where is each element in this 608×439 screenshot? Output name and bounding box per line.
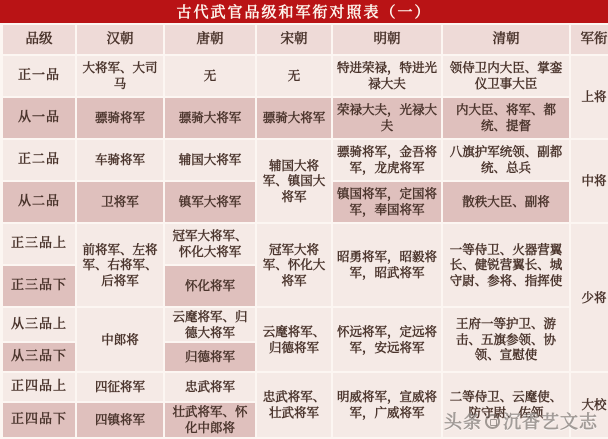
cell-han: 四征将军: [77, 373, 163, 401]
cell-junxian: 中将: [571, 140, 608, 222]
cell-ming: 骠骑将军，金吾将军，龙虎将军: [333, 140, 441, 180]
cell-ming: 镇国将军，定国将军，奉国将军: [333, 182, 441, 222]
cell-qing: 王府一等护卫、游击、五旗参领、协领、宣慰使: [443, 308, 569, 371]
cell-han: 卫将军: [77, 182, 163, 222]
cell-tang: 归德将军: [165, 343, 255, 371]
cell-tang: 怀化将军: [165, 266, 255, 306]
cell-song: 无: [257, 56, 331, 96]
rank-comparison-table: [1, 23, 608, 439]
col-header-tang: 唐朝: [165, 25, 255, 54]
cell-rank: 从三品上: [3, 308, 75, 341]
cell-song: 忠武将军、壮武将军: [257, 373, 331, 436]
table-row: [3, 140, 608, 180]
watermark-account: 沉香艺文志: [503, 412, 598, 433]
cell-ming: 明威将军，宣威将军，广威将军: [333, 373, 441, 436]
cell-junxian: 大校: [571, 373, 608, 436]
table-row: [3, 373, 608, 401]
cell-qing: 一等侍卫、火器营翼长、健锐营翼长、城守尉、参将、指挥使: [443, 224, 569, 306]
cell-rank: 正一品: [3, 56, 75, 96]
cell-tang: 云麾将军、归德大将军: [165, 308, 255, 341]
cell-rank: 正三品上: [3, 224, 75, 264]
cell-song: 辅国大将军、镇国大将军: [257, 140, 331, 222]
col-header-qing: 清朝: [443, 25, 569, 54]
table-row: [3, 308, 608, 341]
page-title: 古代武官品级和军衔对照表（一）: [176, 3, 432, 21]
cell-tang: 壮武将军、怀化中郎将: [165, 403, 255, 436]
cell-tang: 无: [165, 56, 255, 96]
cell-rank: 正四品上: [3, 373, 75, 401]
cell-ming: 特进荣禄，特进光禄大夫: [333, 56, 441, 96]
cell-qing: 散秩大臣、副将: [443, 182, 569, 222]
cell-rank: 从三品下: [3, 343, 75, 371]
cell-qing: 八旗护军统领、副都统、总兵: [443, 140, 569, 180]
title-bar: [0, 0, 608, 23]
cell-qing: 内大臣、将军、都统、提督: [443, 98, 569, 138]
table-row: [3, 224, 608, 264]
cell-qing: 领侍卫内大臣、掌銮仪卫事大臣: [443, 56, 569, 96]
table-row: [3, 56, 608, 96]
cell-tang: 骠骑大将军: [165, 98, 255, 138]
watermark-platform: 头条: [444, 412, 482, 433]
cell-junxian: 上将: [571, 56, 608, 138]
cell-song: 冠军大将军、怀化大将军: [257, 224, 331, 306]
cell-rank: 正二品: [3, 140, 75, 180]
col-header-junxian: 军衔: [571, 25, 608, 54]
col-header-han: 汉朝: [77, 25, 163, 54]
col-header-rank: 品级: [3, 25, 75, 54]
cell-ming: 怀远将军，定远将军，安远将军: [333, 308, 441, 371]
cell-han: 四镇将军: [77, 403, 163, 436]
cell-han: 车骑将军: [77, 140, 163, 180]
cell-junxian: 少将: [571, 224, 608, 371]
cell-han: 前将军、左将军、右将军、后将军: [77, 224, 163, 306]
table-row: [3, 98, 608, 138]
cell-tang: 辅国大将军: [165, 140, 255, 180]
cell-ming: 昭勇将军，昭毅将军，昭武将军: [333, 224, 441, 306]
cell-han: 骠骑将军: [77, 98, 163, 138]
cell-rank: 从二品: [3, 182, 75, 222]
col-header-ming: 明朝: [333, 25, 441, 54]
cell-ming: 荣禄大夫，光禄大夫: [333, 98, 441, 138]
cell-rank: 从一品: [3, 98, 75, 138]
cell-tang: 镇军大将军: [165, 182, 255, 222]
cell-han: 大将军、大司马: [77, 56, 163, 96]
cell-tang: 冠军大将军、怀化大将军: [165, 224, 255, 264]
cell-tang: 忠武将军: [165, 373, 255, 401]
cell-han: 中郎将: [77, 308, 163, 371]
cell-song: 骠骑大将军: [257, 98, 331, 138]
cell-qing: 二等侍卫、云麾使、防守尉、佐领: [443, 373, 569, 436]
cell-rank: 正三品下: [3, 266, 75, 306]
table-header-row: [3, 25, 608, 54]
cell-song: 云麾将军、归德将军: [257, 308, 331, 371]
col-header-song: 宋朝: [257, 25, 331, 54]
cell-rank: 正四品下: [3, 403, 75, 436]
